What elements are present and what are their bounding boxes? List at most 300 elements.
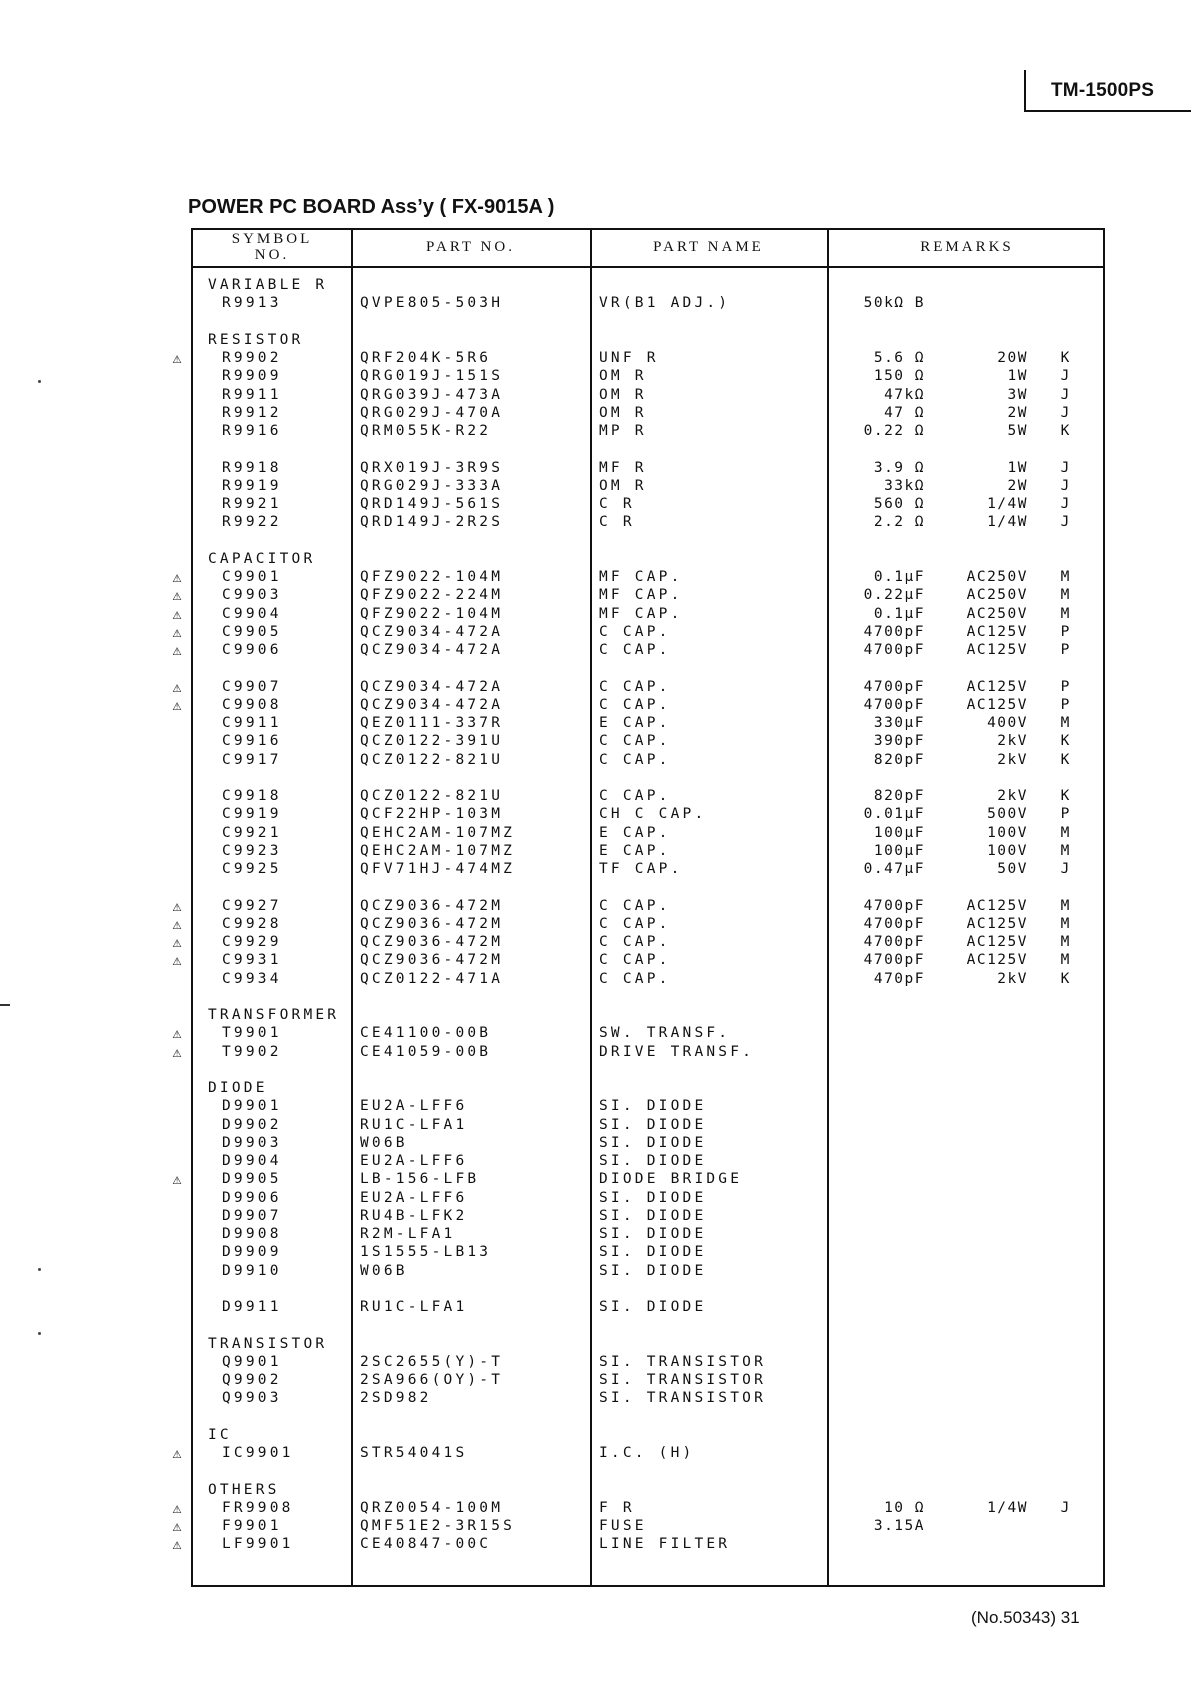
remarks-rating: AC125V — [966, 678, 1028, 695]
remarks-tolerance: J — [1060, 1499, 1070, 1516]
part-row — [168, 805, 1105, 824]
header-symbol-line1: SYMBOL — [231, 231, 313, 247]
part-name: SI. DIODE — [599, 1262, 707, 1279]
part-no: R2M-LFA1 — [360, 1226, 456, 1242]
part-no: QCZ9034-472A — [360, 678, 504, 695]
symbol-no: C9904 — [222, 605, 282, 622]
symbol-no: R9909 — [222, 368, 282, 385]
part-no: QCZ9036-472M — [360, 934, 504, 950]
part-no: LB-156-LFB — [360, 1171, 480, 1188]
part-no: CE41100-00B — [360, 1025, 492, 1042]
remarks-value: 47kΩ — [884, 386, 925, 403]
part-name: SI. DIODE — [599, 1098, 707, 1115]
remarks-tolerance: K — [1060, 970, 1070, 987]
remarks-value: 4700pF — [863, 915, 925, 932]
symbol-no: Q9902 — [222, 1372, 282, 1388]
remarks-rating: AC125V — [966, 934, 1028, 950]
part-no: CE41059-00B — [360, 1043, 492, 1060]
symbol-no: D9904 — [222, 1153, 282, 1169]
header-part-name: PART NAME — [653, 239, 764, 255]
symbol-no: D9901 — [222, 1098, 282, 1115]
part-name: SI. DIODE — [599, 1299, 707, 1315]
symbol-no: C9911 — [222, 715, 282, 731]
part-no: QFV71HJ-474MZ — [360, 861, 516, 877]
part-no: QRG029J-333A — [360, 477, 504, 494]
safety-warning-icon: ⚠ — [172, 695, 182, 714]
remarks-rating: 100V — [987, 824, 1028, 841]
remarks-value: 100μF — [873, 842, 925, 859]
symbol-no: D9906 — [222, 1189, 282, 1206]
safety-warning-icon: ⚠ — [172, 1024, 182, 1043]
part-name: C CAP. — [599, 696, 671, 713]
safety-warning-icon: ⚠ — [172, 1042, 182, 1061]
symbol-no: R9911 — [222, 386, 282, 403]
safety-warning-icon: ⚠ — [172, 933, 182, 951]
part-no: QVPE805-503H — [360, 295, 504, 312]
safety-warning-icon: ⚠ — [172, 641, 182, 659]
part-no: QRD149J-561S — [360, 496, 504, 512]
section-heading — [168, 550, 1105, 569]
header-divider — [193, 266, 1103, 268]
remarks-value: 0.22 Ω — [863, 423, 925, 439]
part-name: C R — [599, 514, 635, 531]
remarks-tolerance: J — [1060, 496, 1070, 512]
part-row — [168, 1225, 1105, 1244]
symbol-no: C9929 — [222, 934, 282, 950]
remarks-rating: 1/4W — [987, 496, 1028, 512]
part-name: OM R — [599, 404, 647, 421]
safety-warning-icon: ⚠ — [172, 1170, 182, 1189]
part-name: C CAP. — [599, 897, 671, 914]
symbol-no: C9901 — [222, 569, 282, 585]
symbol-no: T9902 — [222, 1043, 282, 1060]
header-part-no: PART NO. — [426, 239, 515, 255]
remarks-rating: AC250V — [966, 605, 1028, 622]
remarks-tolerance: M — [1060, 605, 1070, 622]
remarks-tolerance: P — [1060, 678, 1070, 695]
part-no: QCZ9036-472M — [360, 897, 504, 914]
symbol-no: C9907 — [222, 678, 282, 695]
remarks-value: 2.2 Ω — [873, 514, 925, 531]
part-no: EU2A-LFF6 — [360, 1098, 468, 1115]
part-row — [168, 404, 1105, 423]
remarks-value: 4700pF — [863, 678, 925, 695]
remarks-rating: 1W — [1007, 459, 1028, 476]
section-label: DIODE — [208, 1080, 268, 1096]
part-row — [168, 1134, 1105, 1153]
safety-warning-icon: ⚠ — [172, 349, 182, 367]
part-no: QRG039J-473A — [360, 386, 504, 403]
part-row — [168, 933, 1105, 952]
remarks-tolerance: J — [1060, 404, 1070, 421]
safety-warning-icon: ⚠ — [172, 1517, 182, 1535]
safety-warning-icon: ⚠ — [172, 1498, 182, 1517]
symbol-no: R9912 — [222, 404, 282, 421]
remarks-value: 4700pF — [863, 952, 925, 969]
remarks-tolerance: K — [1060, 751, 1070, 768]
part-no: QRZ0054-100M — [360, 1499, 504, 1516]
remarks-rating: 1W — [1007, 368, 1028, 385]
part-row — [168, 1097, 1105, 1116]
symbol-no: R9913 — [222, 295, 282, 312]
remarks-rating: 2W — [1007, 404, 1028, 421]
symbol-no: R9919 — [222, 477, 282, 494]
safety-warning-icon: ⚠ — [172, 677, 182, 696]
part-name: C CAP. — [599, 733, 671, 750]
safety-warning-icon: ⚠ — [172, 1535, 182, 1554]
remarks-tolerance: K — [1060, 788, 1070, 804]
part-no: EU2A-LFF6 — [360, 1153, 468, 1169]
remarks-value: 470pF — [873, 970, 925, 987]
page-reference: (No.50343) 31 — [971, 1608, 1080, 1627]
remarks-tolerance: M — [1060, 824, 1070, 841]
part-row — [168, 1371, 1105, 1390]
part-name: LINE FILTER — [599, 1536, 731, 1553]
part-name: VR(B1 ADJ.) — [599, 295, 731, 312]
part-row — [168, 842, 1105, 861]
part-name: UNF R — [599, 350, 659, 366]
symbol-no: C9908 — [222, 696, 282, 713]
symbol-no: C9903 — [222, 587, 282, 604]
part-no: QRX019J-3R9S — [360, 459, 504, 476]
remarks-value: 4700pF — [863, 897, 925, 914]
remarks-rating: 5W — [1007, 423, 1028, 439]
remarks-value: 4700pF — [863, 642, 925, 658]
part-row — [168, 824, 1105, 843]
part-no: QMF51E2-3R15S — [360, 1518, 516, 1534]
remarks-value: 3.9 Ω — [873, 459, 925, 476]
part-no: 2SC2655(Y)-T — [360, 1353, 504, 1370]
part-no: QCZ9034-472A — [360, 642, 504, 658]
remarks-tolerance: M — [1060, 715, 1070, 731]
part-row — [168, 459, 1105, 478]
part-name: C CAP. — [599, 970, 671, 987]
part-name: I.C. (H) — [599, 1445, 695, 1461]
remarks-rating: 20W — [997, 350, 1028, 366]
symbol-no: C9923 — [222, 842, 282, 859]
symbol-no: Q9901 — [222, 1353, 282, 1370]
part-name: MF CAP. — [599, 587, 683, 604]
part-no: W06B — [360, 1134, 408, 1151]
part-no: CE40847-00C — [360, 1536, 492, 1553]
remarks-rating: 1/4W — [987, 1499, 1028, 1516]
part-no: QCZ9034-472A — [360, 696, 504, 713]
part-name: MF R — [599, 459, 647, 476]
remarks-value: 150 Ω — [873, 368, 925, 385]
part-row — [168, 623, 1105, 642]
part-no: QCZ9034-472A — [360, 623, 504, 640]
part-no: QRG019J-151S — [360, 368, 504, 385]
remarks-value: 5.6 Ω — [873, 350, 925, 366]
part-row — [168, 1170, 1105, 1189]
part-no: QRM055K-R22 — [360, 423, 492, 439]
scan-speck — [38, 1268, 41, 1271]
part-name: SI. DIODE — [599, 1244, 707, 1261]
part-row — [168, 605, 1105, 624]
symbol-no: C9927 — [222, 897, 282, 914]
part-no: RU1C-LFA1 — [360, 1116, 468, 1133]
header-symbol-line2: NO. — [254, 247, 290, 263]
remarks-rating: 3W — [1007, 386, 1028, 403]
part-name: C CAP. — [599, 952, 671, 969]
part-row — [168, 696, 1105, 715]
symbol-no: R9916 — [222, 423, 282, 439]
part-row — [168, 568, 1105, 587]
part-no: W06B — [360, 1262, 408, 1279]
part-name: E CAP. — [599, 715, 671, 731]
remarks-tolerance: P — [1060, 623, 1070, 640]
part-row — [168, 1152, 1105, 1171]
part-row — [168, 1043, 1105, 1062]
section-label: TRANSISTOR — [208, 1335, 328, 1352]
part-row — [168, 1116, 1105, 1135]
remarks-value: 820pF — [873, 788, 925, 804]
part-row — [168, 349, 1105, 368]
remarks-tolerance: M — [1060, 952, 1070, 969]
remarks-rating: AC125V — [966, 897, 1028, 914]
part-row — [168, 1389, 1105, 1408]
part-name: CH C CAP. — [599, 806, 707, 823]
symbol-no: D9902 — [222, 1116, 282, 1133]
safety-warning-icon: ⚠ — [172, 914, 182, 933]
remarks-value: 47 Ω — [884, 404, 925, 421]
part-name: FUSE — [599, 1518, 647, 1534]
safety-warning-icon: ⚠ — [172, 1444, 182, 1462]
remarks-tolerance: M — [1060, 587, 1070, 604]
section-label: TRANSFORMER — [208, 1007, 340, 1023]
part-no: QCZ9036-472M — [360, 952, 504, 969]
part-no: QFZ9022-104M — [360, 569, 504, 585]
part-row — [168, 897, 1105, 916]
part-name: C CAP. — [599, 623, 671, 640]
section-heading — [168, 1481, 1105, 1500]
part-name: SW. TRANSF. — [599, 1025, 731, 1042]
safety-warning-icon: ⚠ — [172, 568, 182, 586]
section-label: CAPACITOR — [208, 550, 316, 567]
symbol-no: C9925 — [222, 861, 282, 877]
symbol-no: C9931 — [222, 952, 282, 969]
part-name: SI. DIODE — [599, 1134, 707, 1151]
section-heading — [168, 331, 1105, 350]
scan-speck — [38, 1332, 41, 1335]
part-no: QEHC2AM-107MZ — [360, 842, 516, 859]
symbol-no: FR9908 — [222, 1499, 294, 1516]
part-row — [168, 678, 1105, 697]
symbol-no: R9902 — [222, 350, 282, 366]
part-no: EU2A-LFF6 — [360, 1189, 468, 1206]
remarks-tolerance: M — [1060, 915, 1070, 932]
symbol-no: C9905 — [222, 623, 282, 640]
remarks-value: 100μF — [873, 824, 925, 841]
remarks-rating: 50V — [997, 861, 1028, 877]
remarks-rating: 2kV — [997, 970, 1028, 987]
symbol-no: T9901 — [222, 1025, 282, 1042]
section-label: RESISTOR — [208, 331, 304, 348]
symbol-no: C9917 — [222, 751, 282, 768]
symbol-no: D9910 — [222, 1262, 282, 1279]
remarks-value: 0.01μF — [863, 806, 925, 823]
part-name: F R — [599, 1499, 635, 1516]
symbol-no: D9909 — [222, 1244, 282, 1261]
header-symbol — [193, 231, 351, 263]
section-label: VARIABLE R — [208, 277, 328, 293]
part-row — [168, 951, 1105, 970]
section-label: OTHERS — [208, 1481, 280, 1498]
symbol-no: C9919 — [222, 806, 282, 823]
model-number: TM-1500PS — [1051, 80, 1155, 101]
part-name: SI. TRANSISTOR — [599, 1353, 767, 1370]
remarks-value: 50kΩ B — [863, 295, 925, 312]
part-name: C R — [599, 496, 635, 512]
part-name: SI. DIODE — [599, 1153, 707, 1169]
remarks-rating: 100V — [987, 842, 1028, 859]
remarks-tolerance: M — [1060, 569, 1070, 585]
part-name: C CAP. — [599, 934, 671, 950]
part-row — [168, 495, 1105, 514]
remarks-rating: 2W — [1007, 477, 1028, 494]
symbol-no: Q9903 — [222, 1390, 282, 1407]
part-row — [168, 970, 1105, 989]
part-no: QRF204K-5R6 — [360, 350, 492, 366]
scan-mark — [0, 1004, 10, 1006]
remarks-tolerance: M — [1060, 897, 1070, 914]
part-name: OM R — [599, 386, 647, 403]
symbol-no: C9928 — [222, 915, 282, 932]
remarks-value: 0.1μF — [873, 605, 925, 622]
part-row — [168, 386, 1105, 405]
remarks-value: 0.47μF — [863, 861, 925, 877]
section-heading — [168, 1426, 1105, 1445]
safety-warning-icon: ⚠ — [172, 896, 182, 915]
part-name: E CAP. — [599, 842, 671, 859]
part-row — [168, 1207, 1105, 1226]
symbol-no: C9921 — [222, 824, 282, 841]
header-remarks: REMARKS — [920, 239, 1014, 255]
part-row — [168, 787, 1105, 806]
part-row — [168, 915, 1105, 934]
remarks-value: 820pF — [873, 751, 925, 768]
part-no: QCZ9036-472M — [360, 915, 504, 932]
part-row — [168, 732, 1105, 751]
part-no: QRD149J-2R2S — [360, 514, 504, 531]
symbol-no: D9905 — [222, 1171, 282, 1188]
safety-warning-icon: ⚠ — [172, 951, 182, 970]
part-no: QCF22HP-103M — [360, 806, 504, 823]
symbol-no: IC9901 — [222, 1445, 294, 1461]
part-row — [168, 513, 1105, 532]
part-row — [168, 422, 1105, 441]
part-name: MF CAP. — [599, 569, 683, 585]
part-name: MP R — [599, 423, 647, 439]
section-heading — [168, 1079, 1105, 1098]
part-row — [168, 641, 1105, 660]
remarks-rating: AC250V — [966, 569, 1028, 585]
part-name: SI. DIODE — [599, 1207, 707, 1224]
remarks-value: 10 Ω — [884, 1499, 925, 1516]
remarks-tolerance: K — [1060, 423, 1070, 439]
part-row — [168, 1535, 1105, 1554]
part-name: DRIVE TRANSF. — [599, 1043, 755, 1060]
part-row — [168, 1444, 1105, 1463]
part-name: OM R — [599, 368, 647, 385]
remarks-tolerance: P — [1060, 642, 1070, 658]
part-row — [168, 1189, 1105, 1208]
remarks-tolerance: J — [1060, 386, 1070, 403]
part-row — [168, 477, 1105, 496]
remarks-tolerance: M — [1060, 934, 1070, 950]
scan-speck — [38, 380, 41, 383]
part-row — [168, 1298, 1105, 1317]
section-label: IC — [208, 1426, 232, 1443]
remarks-rating: AC125V — [966, 642, 1028, 658]
remarks-value: 4700pF — [863, 696, 925, 713]
part-no: QEHC2AM-107MZ — [360, 824, 516, 841]
part-name: TF CAP. — [599, 861, 683, 877]
part-no: 2SD982 — [360, 1390, 432, 1407]
symbol-no: R9921 — [222, 496, 282, 512]
part-name: SI. DIODE — [599, 1226, 707, 1242]
symbol-no: D9908 — [222, 1226, 282, 1242]
part-no: QCZ0122-821U — [360, 751, 504, 768]
part-name: C CAP. — [599, 915, 671, 932]
remarks-rating: AC125V — [966, 623, 1028, 640]
remarks-value: 4700pF — [863, 934, 925, 950]
symbol-no: D9903 — [222, 1134, 282, 1151]
part-no: 2SA966(OY)-T — [360, 1372, 504, 1388]
remarks-rating: 2kV — [997, 788, 1028, 804]
remarks-tolerance: P — [1060, 806, 1070, 823]
part-name: C CAP. — [599, 678, 671, 695]
part-name: C CAP. — [599, 751, 671, 768]
symbol-no: C9918 — [222, 788, 282, 804]
remarks-value: 0.22μF — [863, 587, 925, 604]
remarks-tolerance: K — [1060, 350, 1070, 366]
remarks-rating: 2kV — [997, 733, 1028, 750]
part-row — [168, 586, 1105, 605]
remarks-tolerance: M — [1060, 842, 1070, 859]
remarks-value: 390pF — [873, 733, 925, 750]
part-name: C CAP. — [599, 642, 671, 658]
symbol-no: F9901 — [222, 1518, 282, 1534]
section-heading — [168, 1335, 1105, 1354]
safety-warning-icon: ⚠ — [172, 586, 182, 605]
page-title: POWER PC BOARD Ass’y ( FX-9015A ) — [188, 196, 555, 218]
remarks-rating: 500V — [987, 806, 1028, 823]
remarks-value: 560 Ω — [873, 496, 925, 512]
remarks-value: 3.15A — [873, 1518, 925, 1534]
safety-warning-icon: ⚠ — [172, 622, 182, 641]
symbol-no: R9922 — [222, 514, 282, 531]
part-no: QCZ0122-821U — [360, 788, 504, 804]
symbol-no: C9916 — [222, 733, 282, 750]
symbol-no: C9906 — [222, 642, 282, 658]
remarks-value: 4700pF — [863, 623, 925, 640]
remarks-tolerance: K — [1060, 733, 1070, 750]
remarks-value: 33kΩ — [884, 477, 925, 494]
remarks-rating: AC125V — [966, 915, 1028, 932]
part-no: RU1C-LFA1 — [360, 1299, 468, 1315]
part-row — [168, 1499, 1105, 1518]
remarks-tolerance: P — [1060, 696, 1070, 713]
part-row — [168, 1024, 1105, 1043]
remarks-value: 330μF — [873, 715, 925, 731]
part-name: SI. TRANSISTOR — [599, 1390, 767, 1407]
part-row — [168, 1517, 1105, 1536]
remarks-tolerance: J — [1060, 477, 1070, 494]
part-no: 1S1555-LB13 — [360, 1244, 492, 1261]
remarks-tolerance: J — [1060, 861, 1070, 877]
part-no: QCZ0122-391U — [360, 733, 504, 750]
